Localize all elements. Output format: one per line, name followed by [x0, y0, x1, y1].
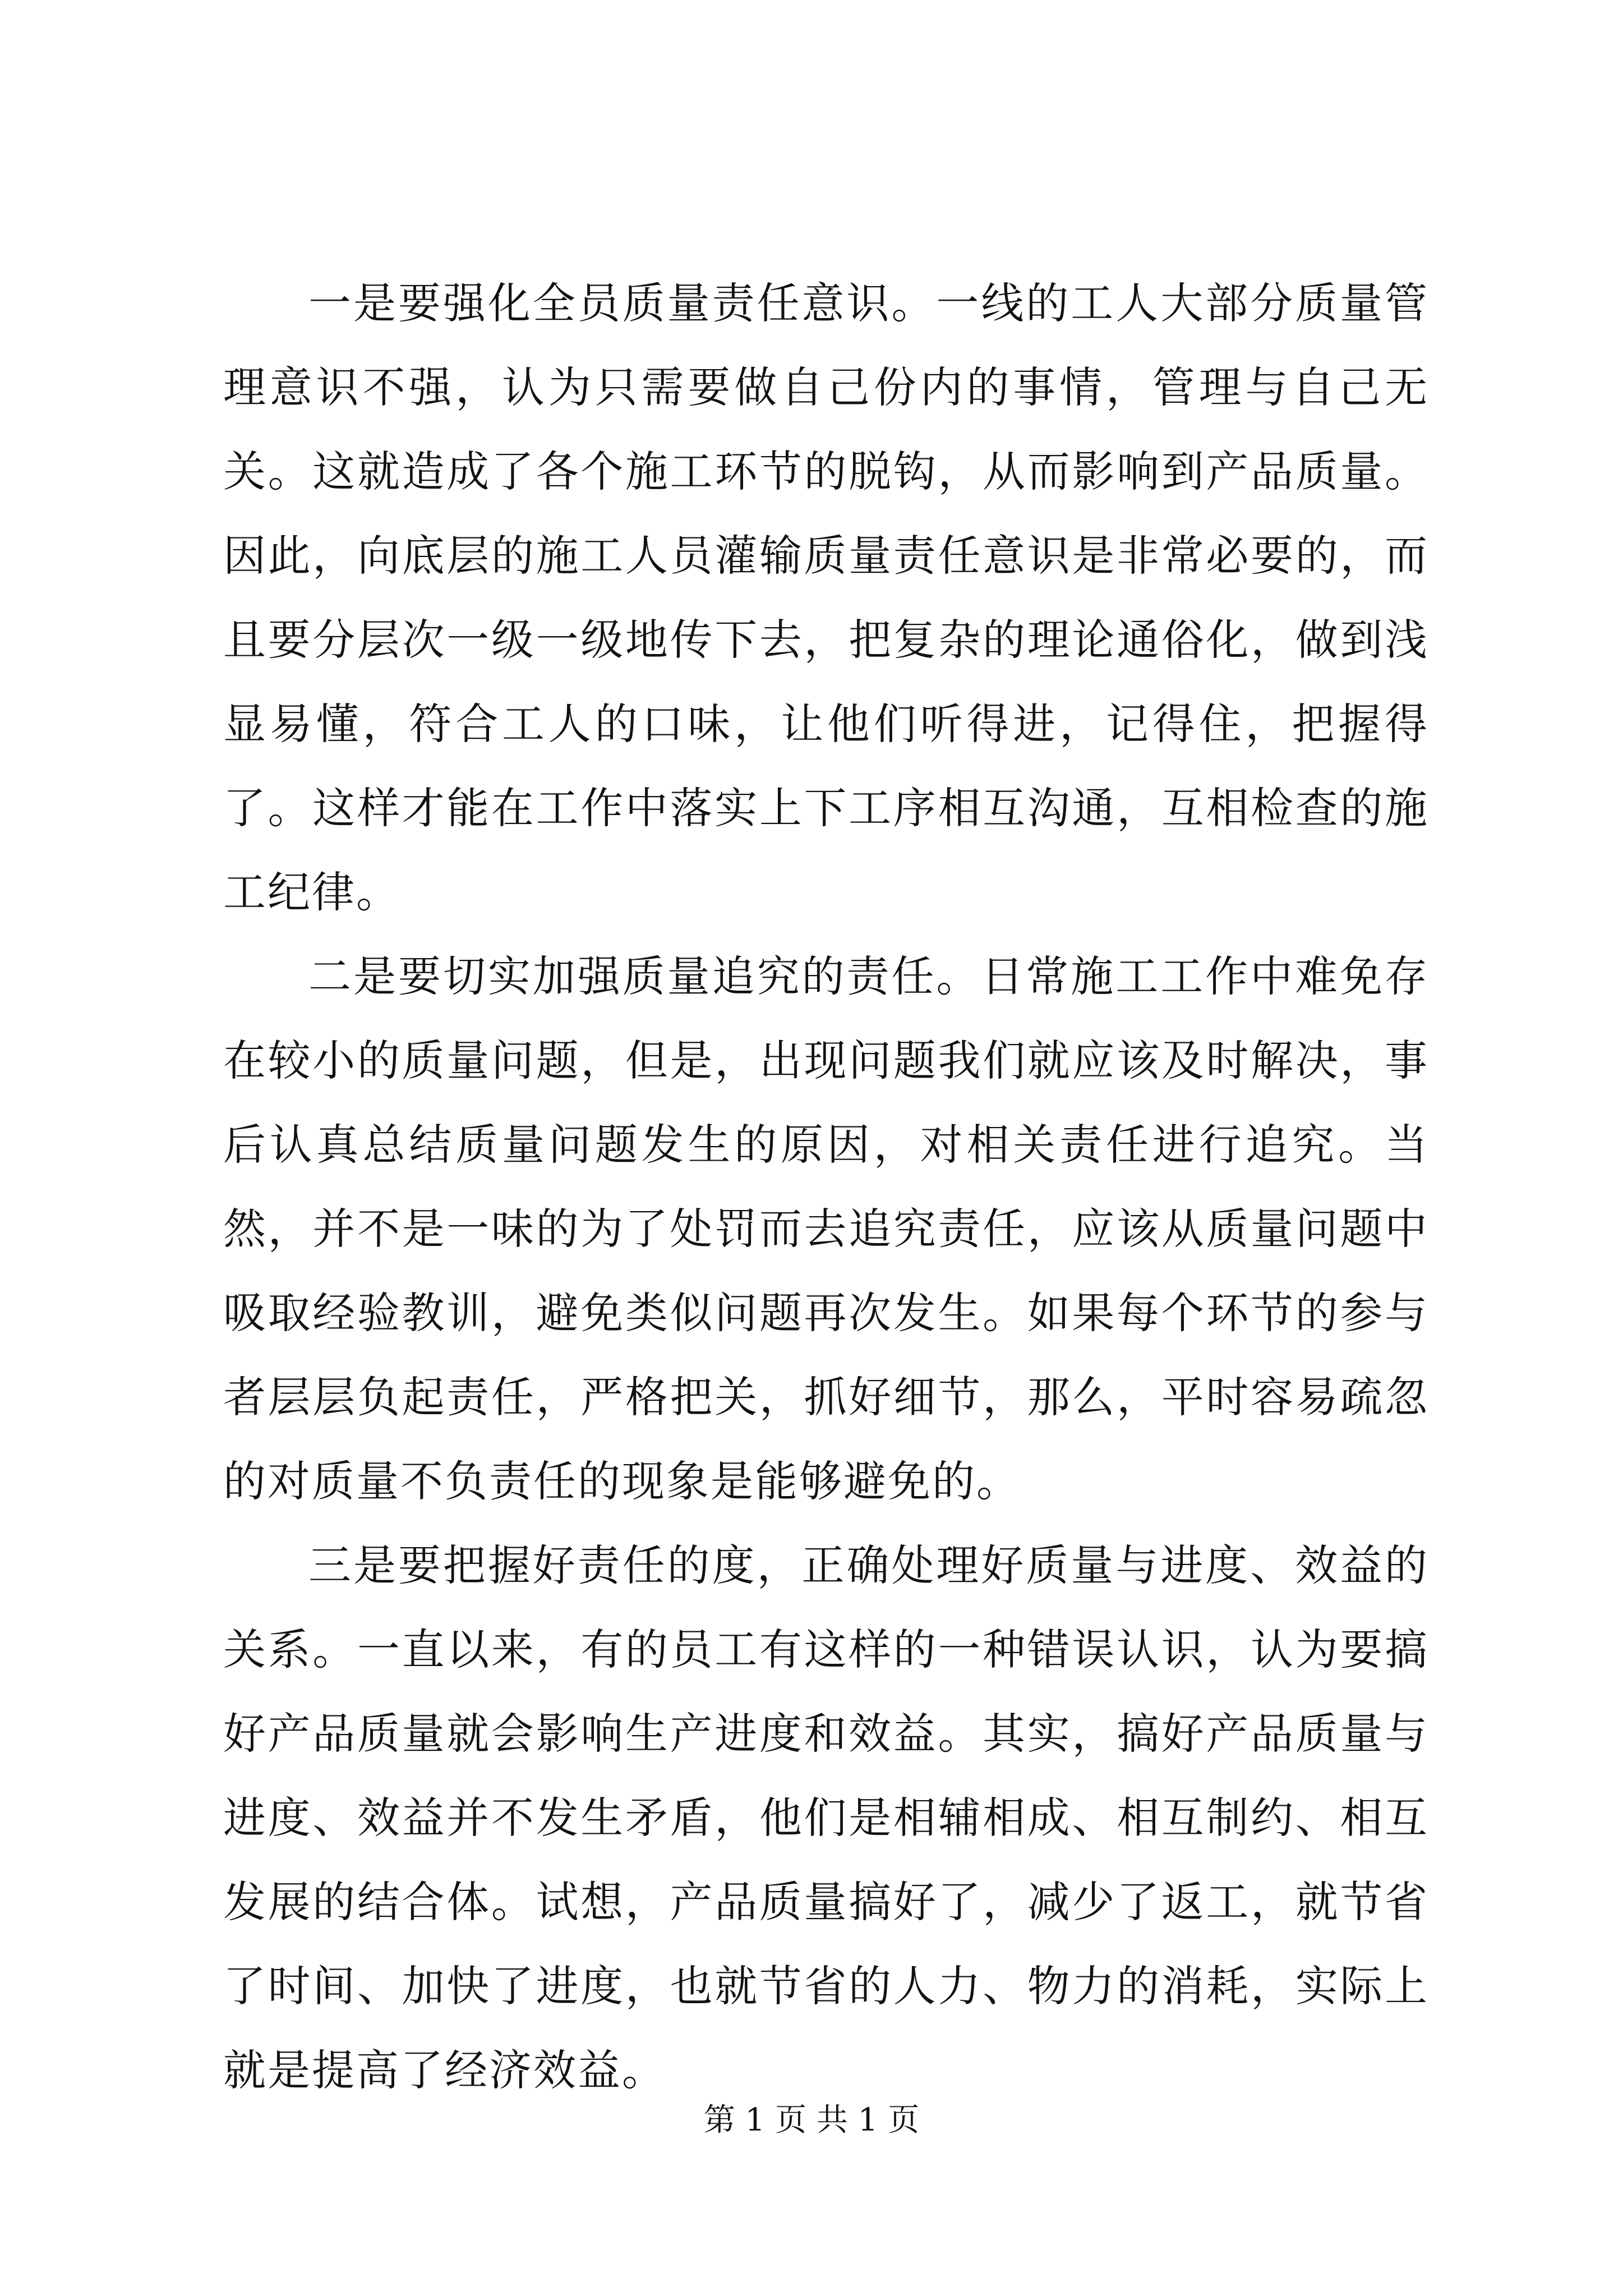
paragraph-1: 一是要强化全员质量责任意识。一线的工人大部分质量管理意识不强，认为只需要做自己份内的事情，管理与自己无关。这就造成了各个施工环节的脱钩，从而影响到产品质量。因此，向底层的施工人员灌输质量责任意识是非常必要的，而且要分层次一级一级地传下去，把复杂的理论通俗化，做到浅显易懂，符合工人的口味，让他们听得进，记得住，把握得了。这样才能在工作中落实上下工序相互沟通，互相检查的施工纪律。 — [223, 278, 1429, 917]
paragraph-3: 三是要把握好责任的度，正确处理好质量与进度、效益的关系。一直以来，有的员工有这样的一种错误认识，认为要搞好产品质量就会影响生产进度和效益。其实，搞好产品质量与进度、效益并不发生矛盾，他们是相辅相成、相互制约、相互发展的结合体。试想，产品质量搞好了，减少了返工，就节省了时间、加快了进度，也就节省的人力、物力的消耗，实际上就是提高了经济效益。 — [223, 1540, 1429, 2095]
document-body — [223, 261, 1429, 2113]
page-number-footer: 第 1 页 共 1 页 — [703, 2102, 920, 2138]
paragraph-2: 二是要切实加强质量追究的责任。日常施工工作中难免存在较小的质量问题，但是，出现问题我们就应该及时解决，事后认真总结质量问题发生的原因，对相关责任进行追究。当然，并不是一味的为了处罚而去追究责任，应该从质量问题中吸取经验教训，避免类似问题再次发生。如果每个环节的参与者层层负起责任，严格把关，抓好细节，那么，平时容易疏忽的对质量不负责任的现象是能够避免的。 — [223, 951, 1429, 1506]
